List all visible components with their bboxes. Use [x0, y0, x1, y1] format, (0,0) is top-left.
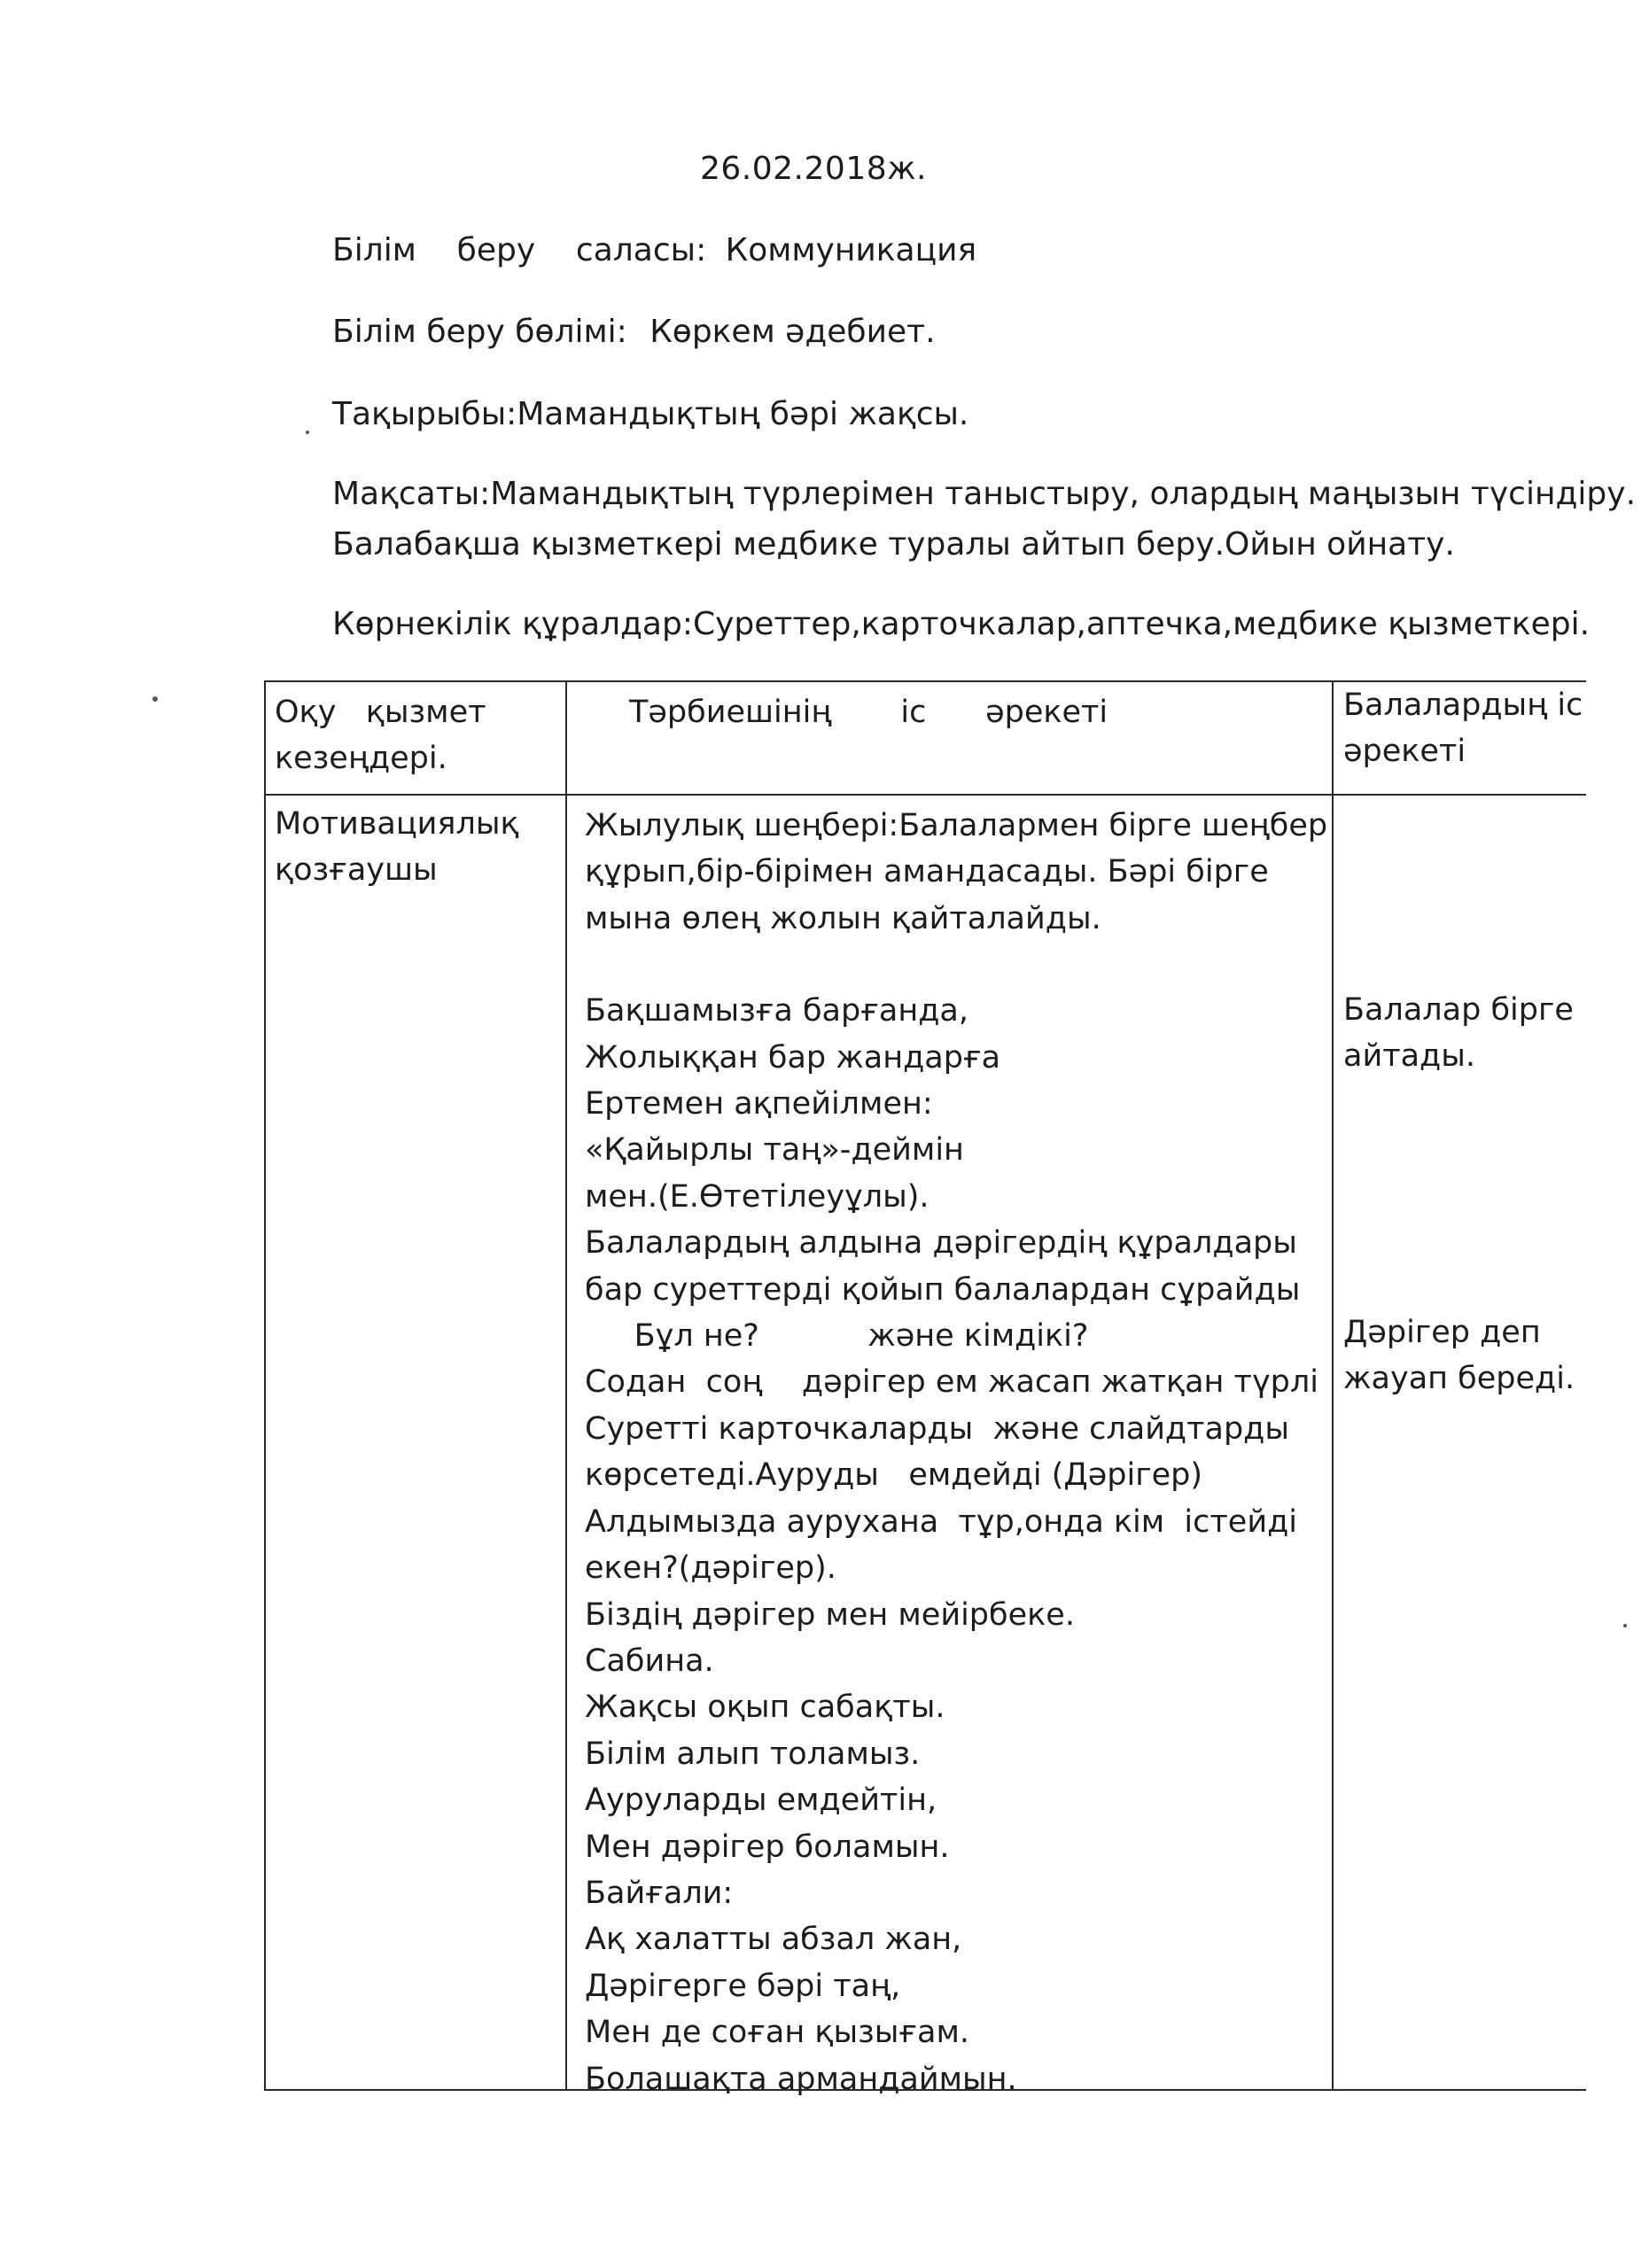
teacher-activity-line: Біздің дәрігер мен мейірбеке.: [585, 1596, 1075, 1633]
stage-cell: [275, 801, 519, 893]
children-response-2: [1343, 1309, 1575, 1402]
children-response-2-line-2: жауап береді.: [1343, 1361, 1575, 1396]
document-date: 26.02.2018ж.: [700, 151, 927, 187]
education-field-value: Коммуникация: [725, 232, 977, 268]
education-section-label: Білім беру бөлімі:: [332, 314, 627, 350]
teacher-activity-line: Содан соң дәрігер ем жасап жатқан түрлі: [585, 1364, 1318, 1401]
teacher-activity-line: Жолыққан бар жандарға: [585, 1039, 1001, 1076]
teacher-activity-line: Мен дәрігер боламын.: [585, 1829, 950, 1865]
teacher-activity-line: бар суреттерді қойып балалардан сұрайды: [585, 1271, 1301, 1308]
teacher-activity-line: Байғали:: [585, 1875, 734, 1911]
teacher-activity-cell: [585, 803, 1327, 2102]
teacher-activity-line: Ақ халатты абзал жан,: [585, 1922, 962, 1958]
scan-speck: [306, 431, 309, 434]
lesson-table: [264, 680, 1586, 2097]
education-field: [332, 232, 976, 268]
teacher-activity-line: көрсетеді.Ауруды емдейді (Дәрігер): [585, 1457, 1203, 1494]
teacher-activity-line: Дәрігерге бәрі таң,: [585, 1968, 901, 2004]
teacher-activity-line: «Қайырлы таң»-деймін: [585, 1132, 964, 1169]
teacher-activity-line: Сабина.: [585, 1643, 714, 1679]
teacher-activity-line: Жылулық шеңбері:Балалармен бірге шеңбер: [585, 808, 1328, 843]
scan-speck: [152, 696, 158, 702]
education-section-value: Көркем әдебиет.: [649, 314, 936, 350]
lesson-materials: Көрнекілік құралдар:Суреттер,карточкалар,аптечка,медбике қызметкері.: [332, 606, 1591, 642]
teacher-activity-line: құрып,бір-бірімен амандасады. Бәрі бірге: [585, 854, 1269, 890]
table-column-divider-2: [1332, 680, 1334, 2091]
stage-line-2: қозғаушы: [275, 852, 438, 888]
children-response-1-line-1: Балалар бірге: [1343, 992, 1574, 1028]
teacher-activity-line: Болашақта армандаймын.: [585, 2061, 1017, 2097]
teacher-activity-line: Бақшамызға барғанда,: [585, 993, 968, 1029]
stage-line-1: Мотивациялық: [275, 806, 519, 842]
teacher-activity-line: Балалардың алдына дәрігердің құралдары: [585, 1225, 1297, 1262]
teacher-activity-line: Ертемен ақпейілмен:: [585, 1086, 933, 1122]
education-section: [332, 314, 936, 350]
lesson-goal-line-1: Мақсаты:Мамандықтың түрлерімен таныстыру, олардың маңызын түсіндіру.: [332, 476, 1637, 512]
children-response-2-line-1: Дәрігер деп: [1343, 1315, 1541, 1350]
teacher-activity-line: Жақсы оқып сабақты.: [585, 1689, 945, 1726]
teacher-activity-line: [585, 942, 1327, 988]
header-stage: [275, 689, 486, 781]
teacher-activity-line: мен.(Е.Өтетілеуұлы).: [585, 1178, 930, 1215]
teacher-activity-line: Суретті карточкаларды және слайдтарды: [585, 1410, 1290, 1447]
teacher-activity-line: Мен де соған қызығам.: [585, 2015, 970, 2051]
scan-speck: [1623, 1624, 1627, 1627]
teacher-activity-line: екен?(дәрігер).: [585, 1550, 836, 1587]
children-response-1-line-2: айтады.: [1343, 1038, 1475, 1074]
teacher-activity-line: Ауруларды емдейтін,: [585, 1783, 937, 1819]
children-response-1: [1343, 987, 1574, 1079]
lesson-topic: Тақырыбы:Мамандықтың бәрі жақсы.: [332, 396, 969, 432]
header-children-activity-line-2: әрекеті: [1343, 734, 1466, 769]
header-stage-line-1: Оқу қызмет: [275, 695, 486, 730]
teacher-activity-line: мына өлең жолын қайталайды.: [585, 900, 1101, 936]
lesson-goal-line-2: Балабақша қызметкері медбике туралы айтып беру.Ойын ойнату.: [332, 526, 1455, 563]
header-children-activity-line-1: Балалардың іс: [1343, 687, 1583, 723]
teacher-activity-line: Алдымызда аурухана тұр,онда кім істейді: [585, 1503, 1297, 1540]
table-header-border: [264, 794, 1586, 796]
table-left-border: [264, 680, 266, 2091]
education-field-label: Білім беру саласы:: [332, 232, 707, 268]
header-teacher-activity-text: Тәрбиешінің іс әрекеті: [629, 695, 1108, 730]
teacher-activity-line: Білім алып толамыз.: [585, 1736, 921, 1772]
header-teacher-activity: [629, 689, 1108, 735]
header-children-activity: [1343, 682, 1583, 774]
table-column-divider-1: [565, 680, 567, 2091]
header-stage-line-2: кезеңдері.: [275, 741, 447, 776]
teacher-activity-line: Бұл не? және кімдікі?: [585, 1318, 1089, 1355]
